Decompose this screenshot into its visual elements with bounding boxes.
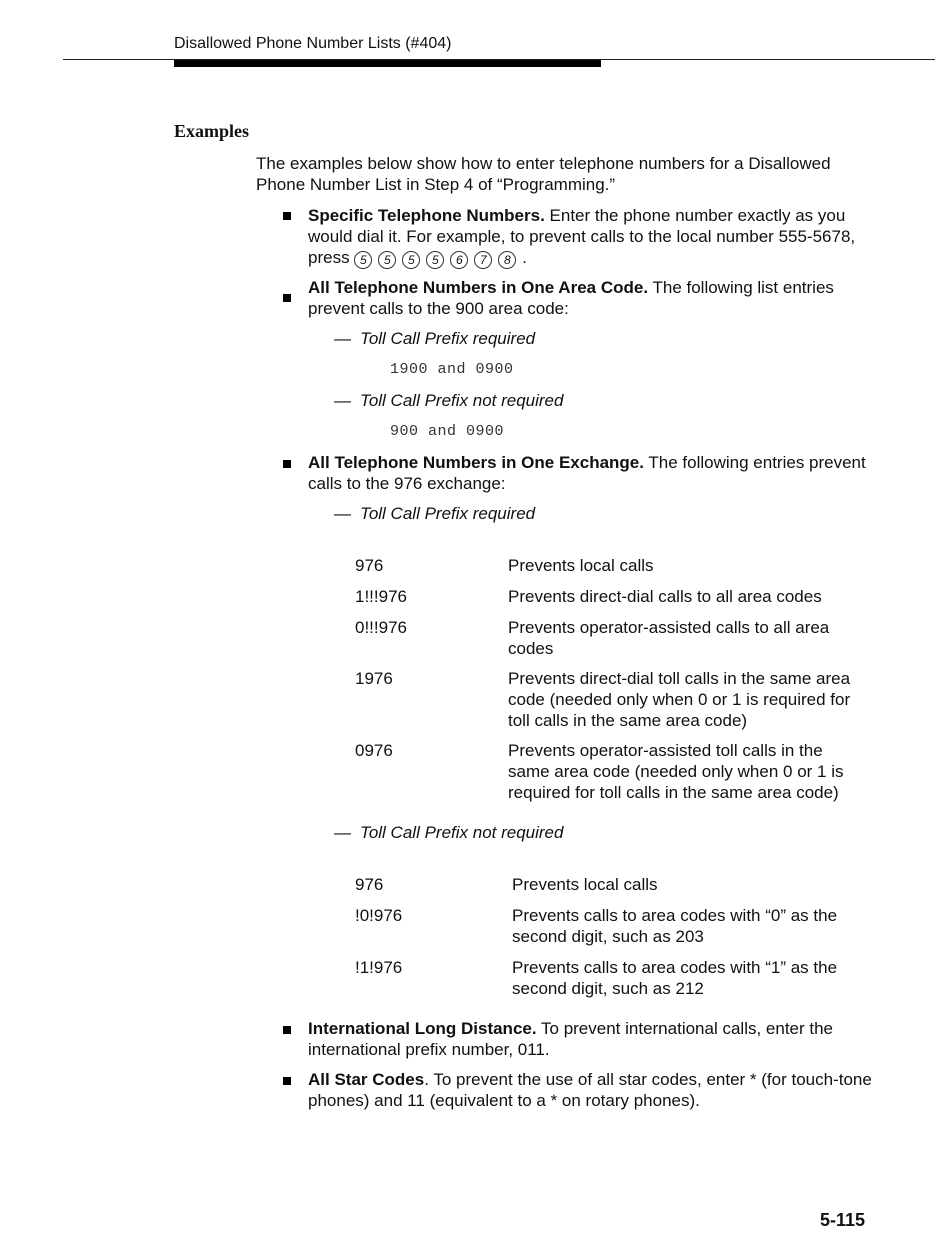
keypad-key: 7 — [474, 251, 492, 269]
bullet-body-end: . — [522, 248, 528, 267]
bullet-title: All Star Codes — [308, 1070, 425, 1089]
header-bar — [174, 60, 601, 67]
running-header: Disallowed Phone Number Lists (#404) — [174, 35, 452, 52]
bullet-title: All Telephone Numbers in One Exchange. — [308, 453, 644, 472]
bullet-specific-numbers — [308, 205, 878, 269]
keypad-key: 8 — [498, 251, 516, 269]
sub-label: Toll Call Prefix required — [360, 329, 536, 348]
bullet-marker — [283, 212, 291, 220]
section-heading: Examples — [174, 121, 250, 141]
dash-marker: — — [334, 391, 351, 410]
keypad-key: 5 — [378, 251, 396, 269]
table-description: Prevents local calls — [512, 875, 658, 894]
bullet-marker — [283, 1077, 291, 1085]
bullet-body: Enter the phone number exactly as you would dial it. For example, to prevent calls to the local number 555-5678, press — [308, 206, 856, 267]
keypad-key: 5 — [354, 251, 372, 269]
table-code: !1!976 — [355, 958, 403, 977]
bullet-area-code — [308, 277, 878, 319]
table-code: 976 — [355, 556, 384, 575]
page-number: 5-115 — [820, 1210, 866, 1230]
keypad-key: 5 — [402, 251, 420, 269]
sub-label: Toll Call Prefix not required — [360, 391, 564, 410]
dash-marker: — — [334, 823, 351, 842]
table-code: 0976 — [355, 741, 393, 760]
bullet-exchange — [308, 452, 878, 494]
bullet-title: International Long Distance. — [308, 1019, 537, 1038]
table-description: Prevents operator-assisted toll calls in the same area code (needed only when 0 or 1 is required for toll calls in the same area code) — [508, 741, 844, 802]
table-code: 976 — [355, 875, 384, 894]
code-example: 1900 and 0900 — [390, 361, 514, 378]
table-code: 1!!!976 — [355, 587, 407, 606]
intro-paragraph: The examples below show how to enter telephone numbers for a Disallowed Phone Number List in Step 4 of “Programming.” — [256, 154, 831, 194]
bullet-marker — [283, 1026, 291, 1034]
code-example: 900 and 0900 — [390, 423, 505, 440]
table-description: Prevents calls to area codes with “0” as the second digit, such as 203 — [512, 906, 838, 946]
table-code: 1976 — [355, 669, 393, 688]
table-code: 0!!!976 — [355, 618, 407, 637]
sub-label: Toll Call Prefix required — [360, 504, 536, 523]
sub-label: Toll Call Prefix not required — [360, 823, 564, 842]
bullet-body: . To prevent the use of all star codes, enter * (for touch-tone phones) and 11 (equivalent to a * on rotary phones). — [308, 1070, 872, 1110]
bullet-body: The following list entries prevent calls to the 900 area code: — [308, 278, 834, 318]
table-description: Prevents calls to area codes with “1” as the second digit, such as 212 — [512, 958, 838, 998]
bullet-international — [308, 1018, 878, 1060]
bullet-marker — [283, 460, 291, 468]
table-description: Prevents direct-dial calls to all area codes — [508, 587, 822, 606]
table-description: Prevents operator-assisted calls to all area codes — [508, 618, 830, 658]
dash-marker: — — [334, 329, 351, 348]
bullet-title: All Telephone Numbers in One Area Code. — [308, 278, 649, 297]
bullet-star-codes — [308, 1069, 878, 1111]
table-description: Prevents local calls — [508, 556, 654, 575]
table-code: !0!976 — [355, 906, 403, 925]
bullet-title: Specific Telephone Numbers. — [308, 206, 545, 225]
bullet-body: The following entries prevent calls to the 976 exchange: — [308, 453, 866, 493]
bullet-body: To prevent international calls, enter the international prefix number, 011. — [308, 1019, 834, 1059]
dash-marker: — — [334, 504, 351, 523]
keypad-key: 6 — [450, 251, 468, 269]
bullet-marker — [283, 294, 291, 302]
table-description: Prevents direct-dial toll calls in the same area code (needed only when 0 or 1 is required for toll calls in the same area code) — [508, 669, 851, 730]
keypad-key: 5 — [426, 251, 444, 269]
